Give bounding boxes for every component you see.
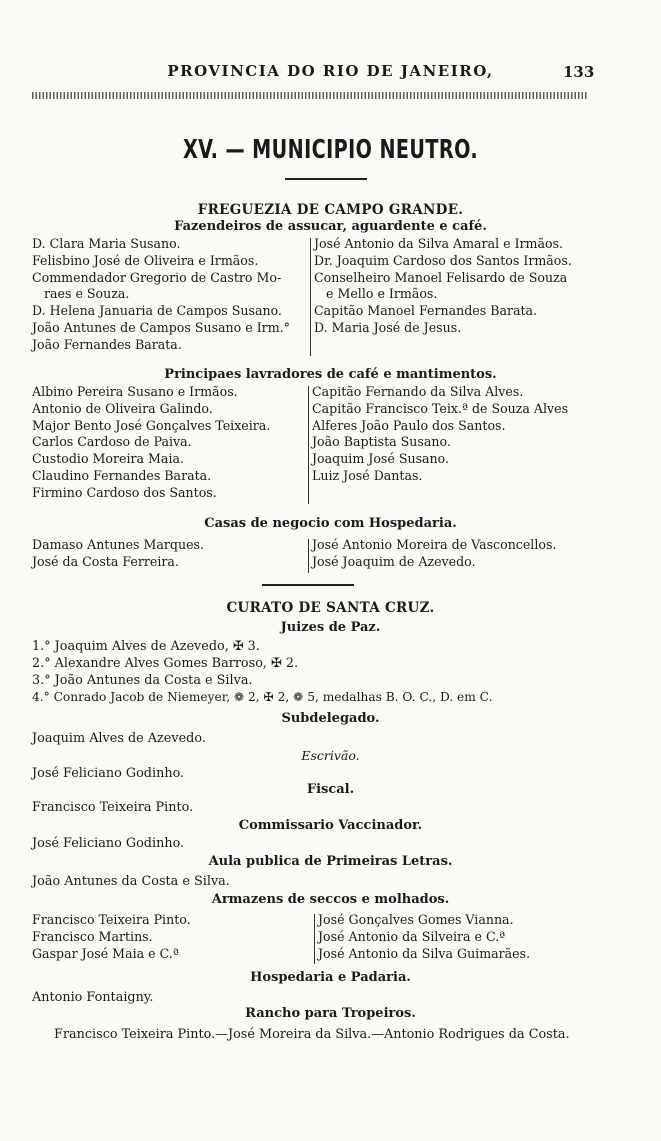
list-item: Felisbino José de Oliveira e Irmãos. <box>32 252 259 268</box>
juiz-line: 4.° Conrado Jacob de Niemeyer, ❁ 2, ✠ 2, ❁ 5, medalhas B. O. C., D. em C. <box>32 690 493 704</box>
list-item: José Antonio da Silva Amaral e Irmãos. <box>314 236 564 251</box>
freguezia-heading: FREGUEZIA DE CAMPO GRANDE. <box>197 202 464 218</box>
casas-left-column <box>32 537 312 571</box>
hospedaria-heading: Hospedaria e Padaria. <box>250 970 411 985</box>
list-item: João Antunes de Campos Susano e Irm.° <box>32 319 290 335</box>
list-item: João Baptista Susano. <box>312 434 451 450</box>
fiscal-heading: Fiscal. <box>306 782 355 797</box>
list-item: José da Costa Ferreira. <box>32 553 179 569</box>
lavradores-heading: Principaes lavradores de café e mantimentos. <box>164 367 497 382</box>
rancho-heading: Rancho para Tropeiros. <box>245 1006 416 1021</box>
list-item: Damaso Antunes Marques. <box>32 537 205 552</box>
list-item: D. Clara Maria Susano. <box>32 236 181 251</box>
list-item: Albino Pereira Susano e Irmãos. <box>32 384 238 399</box>
juiz-line: 2.° Alexandre Alves Gomes Barroso, ✠ 2. <box>32 656 299 671</box>
lavradores-left-column <box>32 384 312 502</box>
list-item: Gaspar José Maia e C.ª <box>32 945 179 961</box>
list-item: Antonio de Oliveira Galindo. <box>32 400 213 416</box>
juiz-line: 1.° Joaquim Alves de Azevedo, ✠ 3. <box>32 639 260 654</box>
curato-heading: CURATO DE SANTA CRUZ. <box>226 600 435 616</box>
list-item: Custodio Moreira Maia. <box>32 451 184 467</box>
lavradores-list <box>32 384 598 506</box>
commissario-name: José Feliciano Godinho. <box>32 836 185 851</box>
running-head: PROVINCIA DO RIO DE JANEIRO, <box>167 62 494 80</box>
page-number: 133 <box>563 63 595 81</box>
armazens-left-column <box>32 912 312 962</box>
list-item: Francisco Teixeira Pinto. <box>32 912 191 927</box>
list-item: José Antonio Moreira de Vasconcellos. <box>312 537 557 552</box>
hospedaria-name: Antonio Fontaigny. <box>32 990 154 1005</box>
juizes-heading: Juizes de Paz. <box>280 620 381 635</box>
armazens-list <box>32 912 598 964</box>
list-item: Carlos Cardoso de Paiva. <box>32 434 192 450</box>
aula-heading: Aula publica de Primeiras Letras. <box>208 854 453 869</box>
ornamental-rule <box>32 92 588 99</box>
fiscal-name: Francisco Teixeira Pinto. <box>32 800 194 815</box>
list-item: raes e Souza. <box>44 286 130 302</box>
list-item: e Mello e Irmãos. <box>326 286 438 302</box>
list-item: Capitão Manoel Fernandes Barata. <box>314 303 538 319</box>
commissario-heading: Commissario Vaccinador. <box>238 818 423 833</box>
list-item: Firmino Cardoso dos Santos. <box>32 484 217 500</box>
casas-list <box>32 537 598 573</box>
list-item: Conselheiro Manoel Felisardo de Souza <box>314 269 568 285</box>
list-item: José Gonçalves Gomes Vianna. <box>318 912 514 927</box>
list-item: D. Maria José de Jesus. <box>314 319 462 335</box>
list-item: Joaquim José Susano. <box>312 451 450 467</box>
casas-heading: Casas de negocio com Hospedaria. <box>204 516 457 531</box>
fazendeiros-right-column <box>310 236 604 337</box>
section-rule <box>262 584 354 586</box>
subdelegado-name: Joaquim Alves de Azevedo. <box>32 731 206 746</box>
escrivao-name: José Feliciano Godinho. <box>32 766 185 781</box>
casas-right-column <box>308 537 602 571</box>
title-rule <box>285 178 367 180</box>
list-item: Major Bento José Gonçalves Teixeira. <box>32 417 271 433</box>
list-item: Capitão Fernando da Silva Alves. <box>312 384 524 399</box>
list-item: D. Helena Januaria de Campos Susano. <box>32 303 282 319</box>
list-item: José Antonio da Silva Guimarães. <box>318 945 531 961</box>
aula-name: João Antunes da Costa e Silva. <box>32 874 230 889</box>
escrivao-heading: Escrivão. <box>301 748 360 763</box>
list-item: Francisco Martins. <box>32 928 153 944</box>
list-item: Luiz José Dantas. <box>312 467 423 483</box>
armazens-heading: Armazens de seccos e molhados. <box>211 892 450 907</box>
fazendeiros-heading: Fazendeiros de assucar, aguardente e café. <box>174 219 487 234</box>
fazendeiros-list <box>32 236 598 358</box>
armazens-right-column <box>314 912 608 962</box>
list-item: João Fernandes Barata. <box>32 336 182 352</box>
subdelegado-heading: Subdelegado. <box>281 711 380 726</box>
list-item: José Antonio da Silveira e C.ª <box>318 928 506 944</box>
rancho-names: Francisco Teixeira Pinto.—José Moreira da Silva.—Antonio Rodrigues da Costa. <box>54 1027 570 1042</box>
lavradores-right-column <box>308 384 602 485</box>
fazendeiros-left-column <box>32 236 312 354</box>
list-item: José Joaquim de Azevedo. <box>312 553 476 569</box>
list-item: Claudino Fernandes Barata. <box>32 467 212 483</box>
juiz-line: 3.° João Antunes da Costa e Silva. <box>32 673 253 688</box>
section-title: XV. — MUNICIPIO NEUTRO. <box>182 135 479 165</box>
list-item: Commendador Gregorio de Castro Mo- <box>32 269 282 285</box>
list-item: Alferes João Paulo dos Santos. <box>312 417 506 433</box>
list-item: Capitão Francisco Teix.ª de Souza Alves <box>312 400 569 416</box>
list-item: Dr. Joaquim Cardoso dos Santos Irmãos. <box>314 252 572 268</box>
